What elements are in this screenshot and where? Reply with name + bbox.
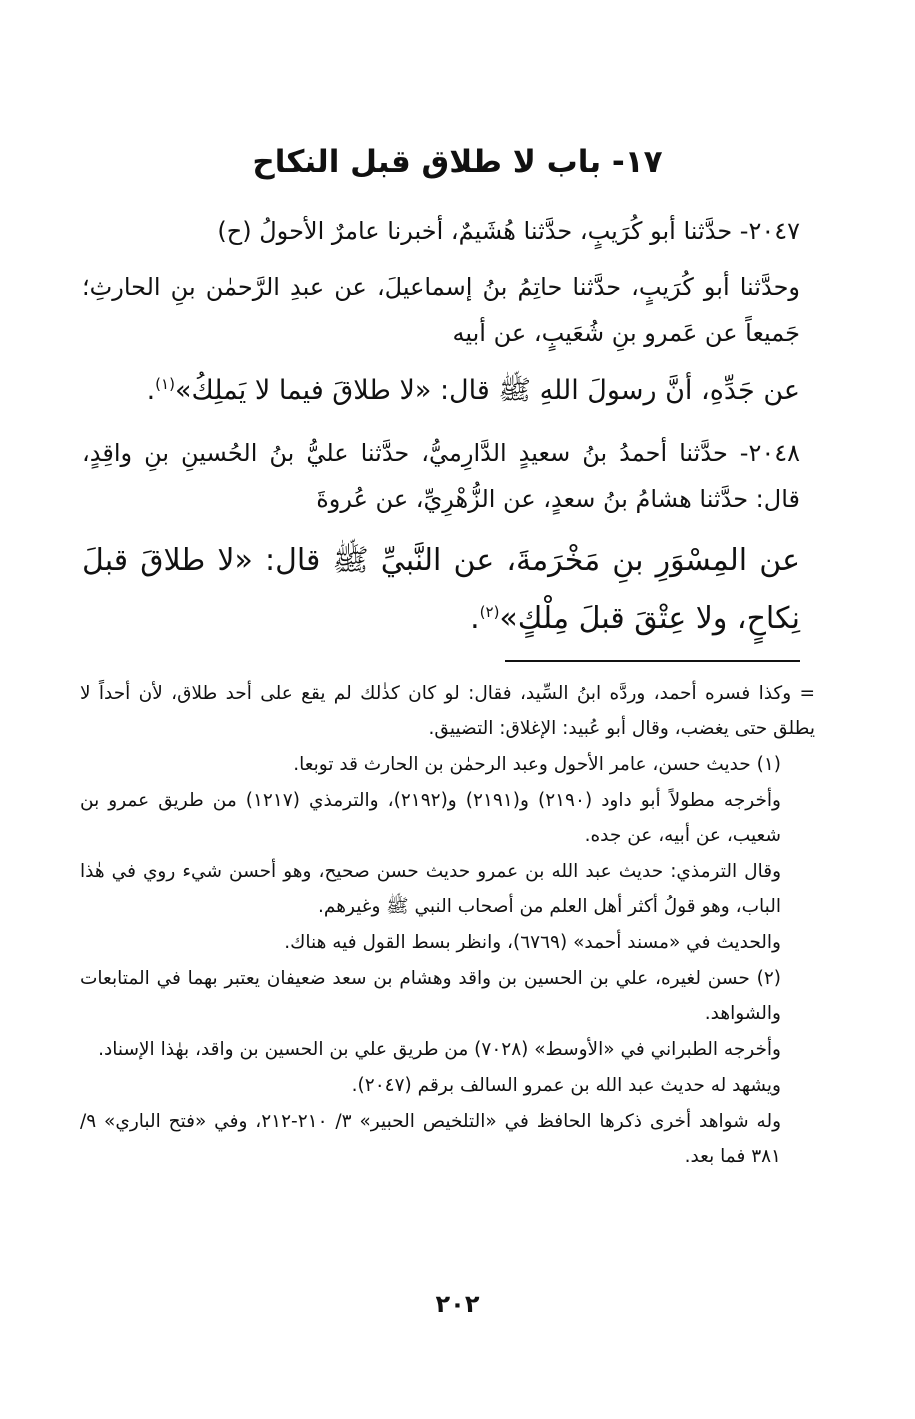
footnote-2-paragraph: وله شواهد أخرى ذكرها الحافظ في «التلخيص الحبير» ٣/ ٢١٠-٢١٢، وفي «فتح الباري» ٩/ ٣٨١ فما بعد. <box>80 1111 782 1167</box>
main-text <box>82 208 800 662</box>
hadith-2048-end: . <box>470 601 480 636</box>
hadith-2047-isnad-2: وحدَّثنا أبو كُرَيبٍ، حدَّثنا حاتِمُ بنُ إسماعيلَ، عن عبدِ الرَّحمٰن بنِ الحارثِ؛ جَميعاً عن عَمرو بنِ شُعَيبٍ، عن أبيه <box>82 273 800 347</box>
footnote-1-paragraph: وقال الترمذي: حديث عبد الله بن عمرو حديث حسن صحيح، وهو أحسن شيء روي في هٰذا الباب، وهو قولُ أكثر أهل العلم من أصحاب النبي ﷺ وغيرهم. <box>80 861 781 917</box>
hadith-2048-matn <box>82 532 800 648</box>
footnote-2-paragraph: ويشهد له حديث عبد الله بن عمرو السالف برقم (٢٠٤٧). <box>351 1075 781 1096</box>
hadith-2048-matn-text: عن المِسْوَرِ بنِ مَخْرَمةَ، عن النَّبيِّ ﷺ قال: «لا طلاقَ قبلَ نِكاحٍ، ولا عِتْقَ قبلَ مِلْكٍ» <box>82 543 800 636</box>
page-number: ٢٠٢ <box>435 1290 480 1318</box>
footnote-divider <box>505 660 800 662</box>
footnote-ref-1: (١) <box>155 375 175 393</box>
chapter-title: ١٧- باب لا طلاق قبل النكاح <box>252 144 663 180</box>
footnote-1-paragraph: والحديث في «مسند أحمد» (٦٧٦٩)، وانظر بسط القول فيه هناك. <box>284 932 781 953</box>
footnote-1: (١) حديث حسن، عامر الأحول وعبد الرحمٰن بن الحارث قد توبعا. <box>293 754 781 775</box>
footnote-2: (٢) حسن لغيره، علي بن الحسين بن واقد وهشام بن سعد ضعيفان يعتبر بهما في المتابعات والشواهد. <box>80 968 781 1024</box>
hadith-2047-matn-text: عن جَدِّهِ، أنَّ رسولَ اللهِ ﷺ قال: «لا طلاقَ فيما لا يَملِكُ» <box>174 375 800 406</box>
footnote-2-paragraph: وأخرجه الطبراني في «الأوسط» (٧٠٢٨) من طريق علي بن الحسين بن واقد، بهٰذا الإسناد. <box>98 1039 781 1060</box>
hadith-2047-end: . <box>146 375 156 406</box>
hadith-2048-isnad: ٢٠٤٨- حدَّثنا أحمدُ بنُ سعيدٍ الدَّارِميُّ، حدَّثنا عليُّ بنُ الحُسينِ بنِ واقِدٍ، قال: حدَّثنا هشامُ بنُ سعدٍ، عن الزُّهْرِيِّ، عن عُروةَ <box>82 439 800 513</box>
footnote-continuation: = وكذا فسره أحمد، وردَّه ابنُ السِّيد، فقال: لو كان كذٰلك لم يقع على أحد طلاق، لأن أحداً لا يطلق حتى يغضب، وقال أبو عُبيد: الإغلاق: التضييق. <box>80 683 815 739</box>
hadith-2047-matn <box>82 366 800 416</box>
footnote-1-paragraph: وأخرجه مطولاً أبو داود (٢١٩٠) و(٢١٩١) و(٢١٩٢)، والترمذي (١٢١٧) من طريق عمرو بن شعيب، عن أبيه، عن جده. <box>80 790 781 846</box>
footnotes <box>80 676 815 1175</box>
hadith-2047-isnad-1: ٢٠٤٧- حدَّثنا أبو كُرَيبٍ، حدَّثنا هُشَيمٌ، أخبرنا عامرٌ الأحولُ (ح) <box>217 217 800 245</box>
footnote-ref-2: (٢) <box>479 603 500 621</box>
